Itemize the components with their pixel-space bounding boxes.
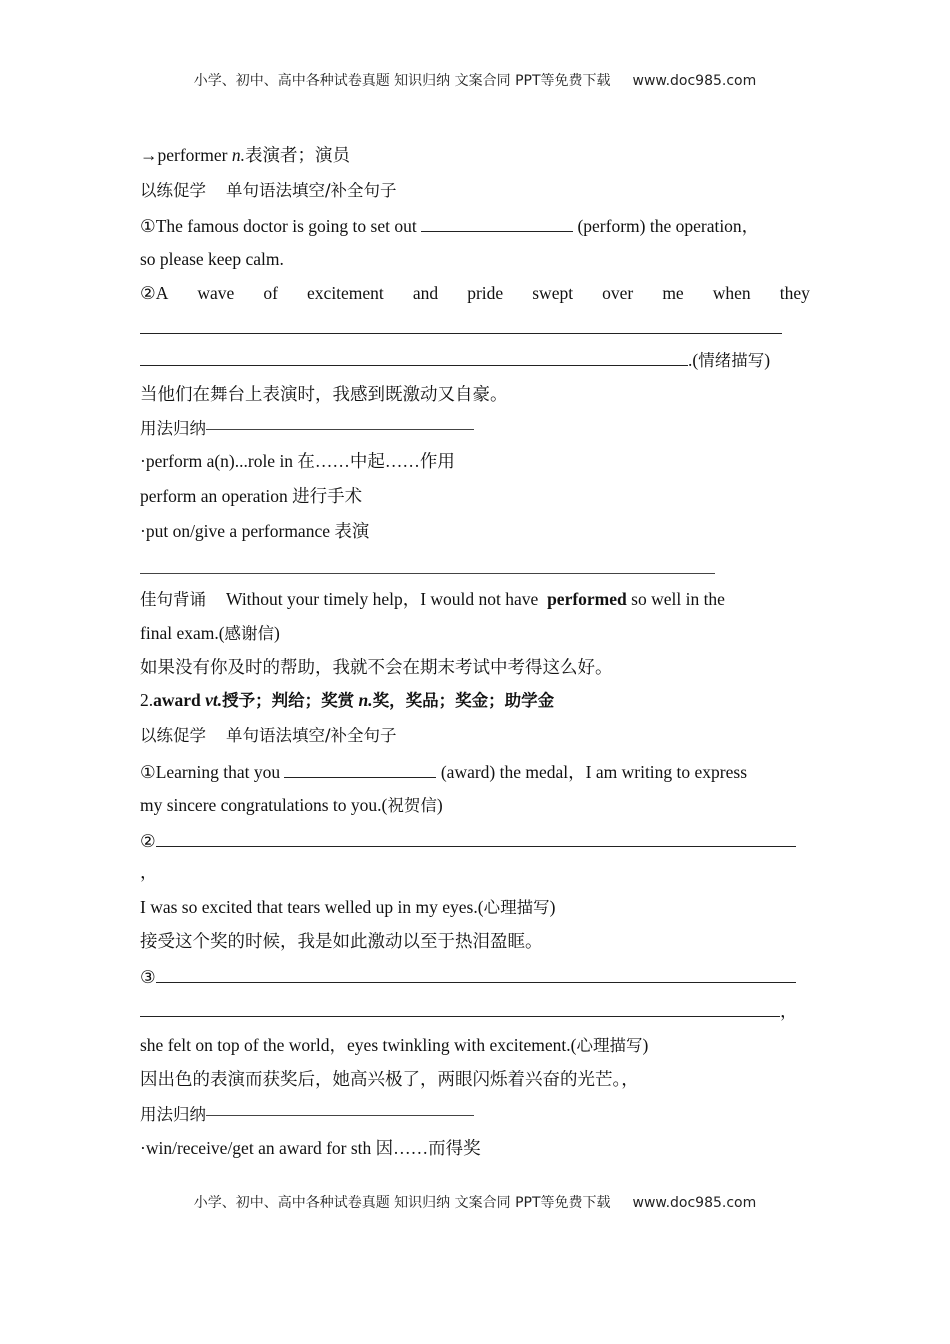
punct: ， <box>780 1001 798 1021</box>
header-text: 小学、初中、高中各种试卷真题 知识归纳 文案合同 PPT等免费下载 <box>193 73 611 89</box>
exercise-1-line-2 <box>140 249 284 270</box>
exercise-text: she felt on top of the world，eyes twinkling with excitement.( <box>140 1035 577 1055</box>
part-of-speech: n. <box>231 145 245 165</box>
practice-label: 以练促学 <box>140 726 206 745</box>
footer-text: 小学、初中、高中各种试卷真题 知识归纳 文案合同 PPT等免费下载 <box>193 1195 611 1211</box>
entry-meaning: 表演者；演员 <box>244 145 350 165</box>
award-exercise-1-line-1 <box>140 761 747 783</box>
usage-text: ·win/receive/get an award for sth 因……而得奖 <box>140 1138 481 1158</box>
practice-type: 单句语法填空/补全句子 <box>226 726 397 745</box>
award-exercise-3-blank-1 <box>140 966 796 988</box>
exercise-text: my sincere congratulations to you.( <box>140 795 388 815</box>
word: of <box>263 283 278 303</box>
exercise-text: so please keep calm. <box>140 249 284 269</box>
part-of-speech: vt. <box>205 690 223 710</box>
answer-blank[interactable] <box>421 215 573 232</box>
punct: ， <box>140 862 158 882</box>
word: they <box>779 283 810 303</box>
key-word-bold: performed <box>547 589 627 609</box>
exercise-2-translation <box>140 384 508 405</box>
writing-tag: 心理描写 <box>576 1036 643 1055</box>
exercise-number: ③ <box>140 967 156 987</box>
exercise-text: (award) the medal，I am writing to express <box>440 762 748 782</box>
usage-text: ·perform a(n)...role in 在……中起……作用 <box>140 451 455 471</box>
award-entry <box>140 690 554 711</box>
divider <box>140 573 715 574</box>
award-exercise-3-blank-2 <box>140 1000 798 1022</box>
word: when <box>712 283 751 303</box>
award-exercise-2-blank <box>140 830 796 852</box>
word: and <box>412 283 439 303</box>
award-exercise-2-comma <box>140 862 158 883</box>
usage-end-rule <box>140 562 715 583</box>
key-sentence-text: so well in the <box>631 589 725 609</box>
translation-text: 如果没有你及时的帮助，我就不会在期末考试中考得这么好。 <box>140 657 613 677</box>
word: pride <box>467 283 504 303</box>
answer-blank[interactable] <box>156 966 796 983</box>
word: over <box>602 283 634 303</box>
translation-text: 因出色的表演而获奖后，她高兴极了，两眼闪烁着兴奋的光芒。， <box>140 1069 639 1089</box>
exercise-2-line-2 <box>140 317 782 339</box>
answer-blank[interactable] <box>156 830 796 847</box>
writing-tag: 情绪描写 <box>698 351 765 370</box>
exercise-1-line-1 <box>140 215 759 237</box>
writing-tag: 祝贺信 <box>387 796 437 815</box>
award-exercise-1-line-2 <box>140 795 443 816</box>
answer-blank[interactable] <box>140 1000 780 1017</box>
usage-label: 用法归纳 <box>140 1105 206 1124</box>
header-site: www.doc985.com <box>632 73 757 89</box>
practice-heading-1 <box>140 180 397 201</box>
punct: ) <box>764 350 771 370</box>
punct: .( <box>688 350 699 370</box>
exercise-2-line-1 <box>140 283 810 304</box>
translation-text: 接受这个奖的时候，我是如此激动以至于热泪盈眶。 <box>140 931 543 951</box>
word: wave <box>197 283 235 303</box>
usage-heading-1 <box>140 418 474 439</box>
award-exercise-3-sentence <box>140 1035 648 1056</box>
part-of-speech: n. <box>358 690 373 710</box>
word: excitement <box>307 283 384 303</box>
award-exercise-3-translation <box>140 1069 639 1090</box>
word: me <box>662 283 684 303</box>
key-sentence-text: final exam.( <box>140 623 225 643</box>
footer-site: www.doc985.com <box>632 1195 757 1211</box>
key-sentence-label: 佳句背诵 <box>140 590 206 609</box>
punct: ) <box>549 897 556 917</box>
exercise-text: ①The famous doctor is going to set out <box>140 216 417 236</box>
entry-word: award <box>153 690 201 710</box>
exercise-text: I was so excited that tears welled up in my eyes.( <box>140 897 484 917</box>
award-exercise-2-translation <box>140 931 543 952</box>
exercise-number: ② <box>140 831 156 851</box>
writing-tag: 心理描写 <box>483 898 550 917</box>
page-header <box>0 70 950 90</box>
entry-meaning: 授予；判给；奖赏 <box>222 691 355 710</box>
usage-text: ·put on/give a performance 表演 <box>140 521 370 541</box>
page-footer <box>0 1192 950 1212</box>
answer-blank[interactable] <box>140 349 688 366</box>
usage-item <box>140 451 455 472</box>
entry-meaning: 奖，奖品；奖金；助学金 <box>372 691 555 710</box>
award-exercise-2-sentence <box>140 897 555 918</box>
usage-item <box>140 486 362 507</box>
key-sentence-line-2 <box>140 623 280 644</box>
usage-item <box>140 521 369 542</box>
writing-tag: 感谢信 <box>224 624 275 643</box>
exercise-text: ①Learning that you <box>140 762 281 782</box>
arrow-icon: → <box>140 145 158 165</box>
key-sentence-translation <box>140 657 613 678</box>
key-sentence-text: Without your timely help，I would not have <box>226 589 539 609</box>
punct: ) <box>274 623 280 643</box>
usage-label: 用法归纳 <box>140 419 206 438</box>
usage-text: perform an operation 进行手术 <box>140 486 363 506</box>
entry-number: 2. <box>140 690 154 710</box>
exercise-text: (perform) the operation， <box>577 216 760 236</box>
divider <box>206 1115 474 1116</box>
answer-blank[interactable] <box>284 761 436 778</box>
key-sentence-line-1 <box>140 589 725 610</box>
divider <box>206 429 474 430</box>
answer-blank[interactable] <box>140 317 782 334</box>
translation-text: 当他们在舞台上表演时，我感到既激动又自豪。 <box>140 384 508 404</box>
usage-heading-2 <box>140 1104 474 1125</box>
exercise-2-line-3 <box>140 349 770 371</box>
practice-type: 单句语法填空/补全句子 <box>226 181 397 200</box>
performer-entry <box>140 145 350 166</box>
word: ②A <box>140 283 169 303</box>
practice-label: 以练促学 <box>140 181 206 200</box>
entry-word: performer <box>157 145 228 165</box>
punct: ) <box>642 1035 649 1055</box>
punct: ) <box>436 795 443 815</box>
usage-item <box>140 1138 481 1159</box>
word: swept <box>532 283 574 303</box>
practice-heading-2 <box>140 725 397 746</box>
